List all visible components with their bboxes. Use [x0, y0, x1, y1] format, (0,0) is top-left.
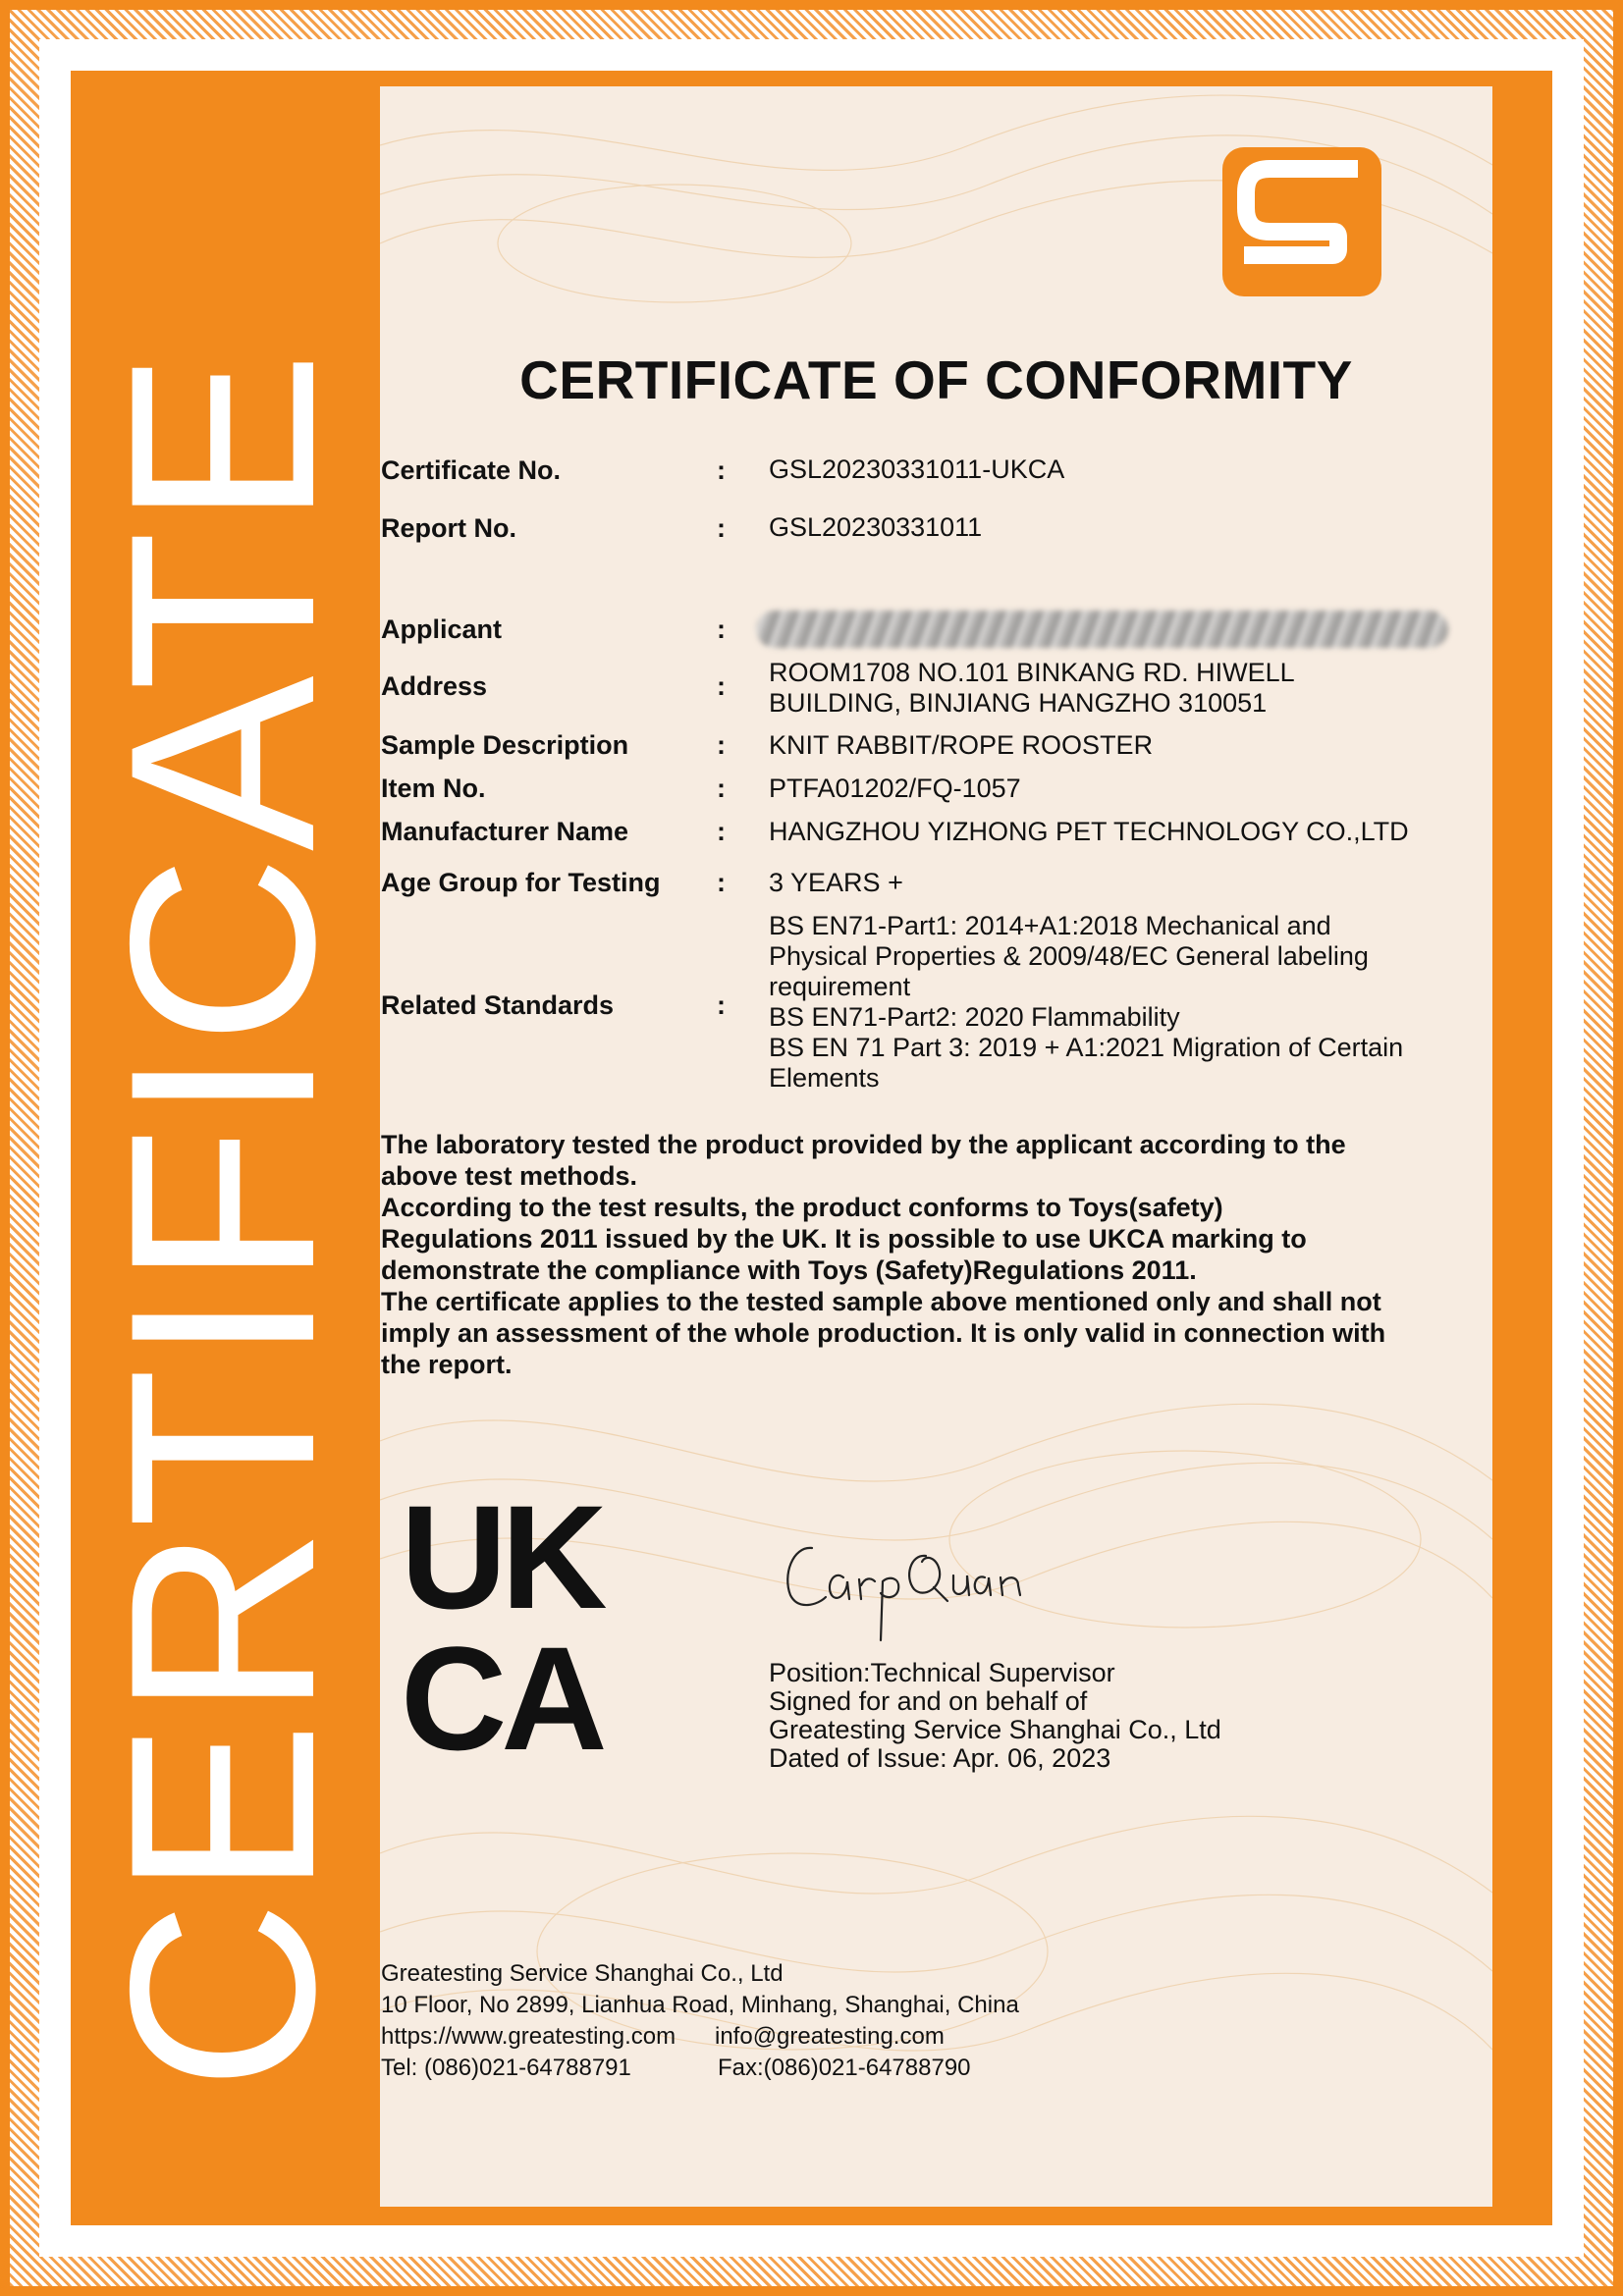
value-report-no: GSL20230331011: [769, 512, 983, 542]
label-report-no: Report No.: [381, 513, 516, 543]
certificate-title: CERTIFICATE OF CONFORMITY: [519, 349, 1353, 410]
signatory-position: Position:Technical Supervisor: [769, 1658, 1115, 1687]
statement-line: imply an assessment of the whole production. It is only valid in connection with: [381, 1318, 1386, 1348]
standard-line: BS EN71-Part1: 2014+A1:2018 Mechanical and: [769, 911, 1331, 940]
colon: :: [717, 455, 726, 485]
statement-line: The certificate applies to the tested sample above mentioned only and shall not: [381, 1287, 1381, 1316]
statement-line: According to the test results, the product conforms to Toys(safety): [381, 1193, 1223, 1222]
statement-line: Regulations 2011 issued by the UK. It is possible to use UKCA marking to: [381, 1224, 1307, 1254]
colon: :: [717, 868, 726, 897]
colon: :: [717, 614, 726, 644]
statement-line: The laboratory tested the product provided by the applicant according to the: [381, 1130, 1346, 1159]
address-line: ROOM1708 NO.101 BINKANG RD. HIWELL: [769, 658, 1295, 687]
company-logo-icon: [1222, 147, 1381, 296]
standard-line: BS EN71-Part2: 2020 Flammability: [769, 1002, 1180, 1032]
label-address: Address: [381, 671, 488, 701]
label-certificate-no: Certificate No.: [381, 455, 562, 485]
ukca-line-2: CA: [401, 1616, 602, 1755]
standard-line: requirement: [769, 972, 911, 1001]
address-line: BUILDING, BINJIANG HANGZHO 310051: [769, 688, 1268, 718]
footer-email: info@greatesting.com: [715, 2023, 945, 2050]
statement-line: demonstrate the compliance with Toys (Safety)Regulations 2011.: [381, 1255, 1197, 1285]
footer-web-row: [381, 2021, 1019, 2053]
standard-line: BS EN 71 Part 3: 2019 + A1:2021 Migration of Certain: [769, 1033, 1404, 1062]
label-related-standards: Related Standards: [381, 990, 615, 1020]
ukca-mark-icon: [401, 1490, 671, 1755]
footer-contact: [381, 1958, 1019, 2084]
handwritten-signature: [779, 1517, 1034, 1654]
ukca-line-1: UK: [401, 1490, 602, 1639]
footer-tel: Tel: (086)021-64788791: [381, 2055, 631, 2081]
side-word-certificate: CERTIFICATE: [75, 347, 369, 2091]
value-sample-description: KNIT RABBIT/ROPE ROOSTER: [769, 730, 1154, 760]
label-sample-description: Sample Description: [381, 730, 629, 760]
colon: :: [717, 990, 726, 1020]
signatory-company: Greatesting Service Shanghai Co., Ltd: [769, 1715, 1221, 1744]
standard-line: Physical Properties & 2009/48/EC General labeling: [769, 941, 1369, 971]
redacted-applicant: [756, 611, 1448, 648]
label-manufacturer-name: Manufacturer Name: [381, 817, 629, 846]
conformity-statement: [381, 1129, 1461, 1380]
colon: :: [717, 671, 726, 701]
value-certificate-no: GSL20230331011-UKCA: [769, 454, 1065, 484]
value-manufacturer-name: HANGZHOU YIZHONG PET TECHNOLOGY CO.,LTD: [769, 817, 1409, 846]
standard-line: Elements: [769, 1063, 880, 1093]
footer-fax: Fax:(086)021-64788790: [718, 2055, 971, 2081]
value-item-no: PTFA01202/FQ-1057: [769, 774, 1021, 803]
label-age-group: Age Group for Testing: [381, 868, 661, 897]
statement-line: the report.: [381, 1350, 513, 1379]
colon: :: [717, 774, 726, 803]
colon: :: [717, 817, 726, 846]
colon: :: [717, 730, 726, 760]
signatory-block: [769, 1659, 1221, 1773]
label-applicant: Applicant: [381, 614, 503, 644]
value-related-standards: [769, 911, 1403, 1094]
value-address: [769, 658, 1295, 719]
footer-address: 10 Floor, No 2899, Lianhua Road, Minhang, Shanghai, China: [381, 1992, 1019, 2018]
statement-line: above test methods.: [381, 1161, 638, 1191]
issue-date: Dated of Issue: Apr. 06, 2023: [769, 1743, 1111, 1773]
label-item-no: Item No.: [381, 774, 486, 803]
signatory-signed-for: Signed for and on behalf of: [769, 1686, 1088, 1716]
footer-company: Greatesting Service Shanghai Co., Ltd: [381, 1960, 784, 1987]
footer-website: https://www.greatesting.com: [381, 2023, 676, 2050]
colon: :: [717, 513, 726, 543]
footer-phone-row: [381, 2053, 1019, 2084]
value-age-group: 3 YEARS +: [769, 868, 903, 897]
